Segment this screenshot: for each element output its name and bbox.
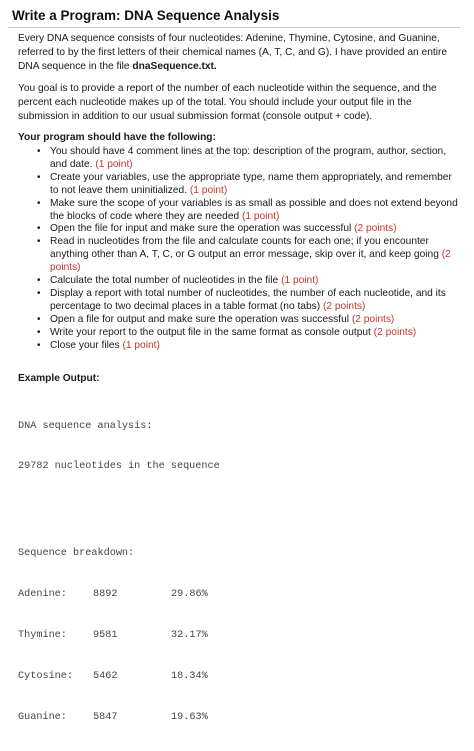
bullet-icon: • <box>37 197 41 209</box>
bullet-icon: • <box>37 171 41 183</box>
requirement-item <box>37 146 460 172</box>
breakdown-row <box>18 588 460 602</box>
points-label: (1 point) <box>242 210 280 222</box>
requirement-item <box>37 314 460 327</box>
requirement-item <box>37 236 460 275</box>
breakdown-row <box>18 629 460 643</box>
requirement-text: Calculate the total number of nucleotides in the file <box>50 275 282 287</box>
intro-paragraph-1 <box>18 32 460 74</box>
nucleotide-name: Guanine: <box>18 711 67 723</box>
points-label: (1 point) <box>281 275 319 287</box>
requirements-heading: Your program should have the following: <box>18 132 216 143</box>
requirement-text: Make sure the scope of your variables is as small as possible and does not extend beyond the blocks of code where they are needed <box>50 197 458 222</box>
requirement-item <box>37 340 460 353</box>
bullet-icon: • <box>37 275 41 287</box>
nucleotide-name: Cytosine: <box>18 670 74 682</box>
nucleotide-count: 8892 <box>93 589 118 601</box>
title-divider <box>8 27 460 28</box>
nucleotide-count: 5462 <box>93 670 118 682</box>
points-label: (2 points) <box>322 300 366 312</box>
requirement-item <box>37 275 460 288</box>
bullet-icon: • <box>37 287 41 299</box>
example-line: DNA sequence analysis: <box>18 420 153 432</box>
nucleotide-percent: 19.63% <box>171 711 208 723</box>
requirements-list <box>18 146 460 353</box>
requirement-text: Open a file for output and make sure the operation was successful <box>50 313 352 325</box>
requirement-item <box>37 223 460 236</box>
bullet-icon: • <box>37 326 41 338</box>
nucleotide-count: 5847 <box>93 711 118 723</box>
breakdown-row <box>18 711 460 725</box>
requirement-text: Read in nucleotides from the file and calculate counts for each one; if you encounter anything other than A, T, C, or G output an error message, skip over it, and keep going <box>50 236 442 261</box>
requirement-text: Create your variables, use the appropriate type, name them appropriately, and remember to not leave them uninitialized. <box>50 171 452 196</box>
example-output-summary <box>18 393 460 502</box>
points-label: (2 points) <box>354 223 397 235</box>
breakdown-row <box>18 670 460 684</box>
nucleotide-percent: 32.17% <box>171 630 208 641</box>
example-heading: Example Output: <box>18 372 100 384</box>
bullet-icon: • <box>37 339 41 351</box>
file-name: dnaSequence.txt. <box>132 61 217 72</box>
requirement-item <box>37 327 460 340</box>
points-label: (2 points) <box>373 326 417 338</box>
nucleotide-name: Thymine: <box>18 630 67 641</box>
page-title: Write a Program: DNA Sequence Analysis <box>12 8 280 23</box>
nucleotide-percent: 18.34% <box>171 670 208 682</box>
points-label: (2 points) <box>50 249 451 274</box>
intro-paragraph-2: You goal is to provide a report of the number of each nucleotide within the sequence, and the percent each nucleotide makes up of the total. You should include your output file in the submission in addition to our usual submission format (console output + code). <box>18 83 437 122</box>
example-output-breakdown <box>18 520 460 751</box>
example-line: 29782 nucleotides in the sequence <box>18 461 220 473</box>
nucleotide-name: Adenine: <box>18 589 67 601</box>
requirement-item <box>37 288 460 314</box>
points-label: (2 points) <box>351 313 395 325</box>
bullet-icon: • <box>37 313 41 325</box>
bullet-icon: • <box>37 223 41 235</box>
requirement-text: Close your files <box>50 339 123 351</box>
bullet-icon: • <box>37 236 41 248</box>
requirement-item <box>37 172 460 198</box>
nucleotide-count: 9581 <box>93 630 118 641</box>
requirement-item <box>37 198 460 224</box>
points-label: (1 point) <box>95 158 133 170</box>
intro-text-1: Every DNA sequence consists of four nucleotides: Adenine, Thymine, Cytosine, and Guanine, referred to by the first letters of their chemical names (A, T, C, and G). I have provided an entire DNA sequence in the file <box>18 33 448 72</box>
breakdown-label: Sequence breakdown: <box>18 548 135 560</box>
nucleotide-percent: 29.86% <box>171 589 208 601</box>
requirement-text: Write your report to the output file in the same format as console output <box>50 326 374 338</box>
requirement-text: Open the file for input and make sure the operation was successful <box>50 223 355 235</box>
points-label: (1 point) <box>189 184 228 196</box>
requirement-text: You should have 4 comment lines at the top: description of the program, author, section, and date. <box>50 146 447 170</box>
bullet-icon: • <box>37 146 41 157</box>
requirement-text: Display a report with total number of nucleotides, the number of each nucleotide, and its percentage to two decimal places in a table format (no tabs) <box>50 287 446 312</box>
points-label: (1 point) <box>122 339 160 351</box>
